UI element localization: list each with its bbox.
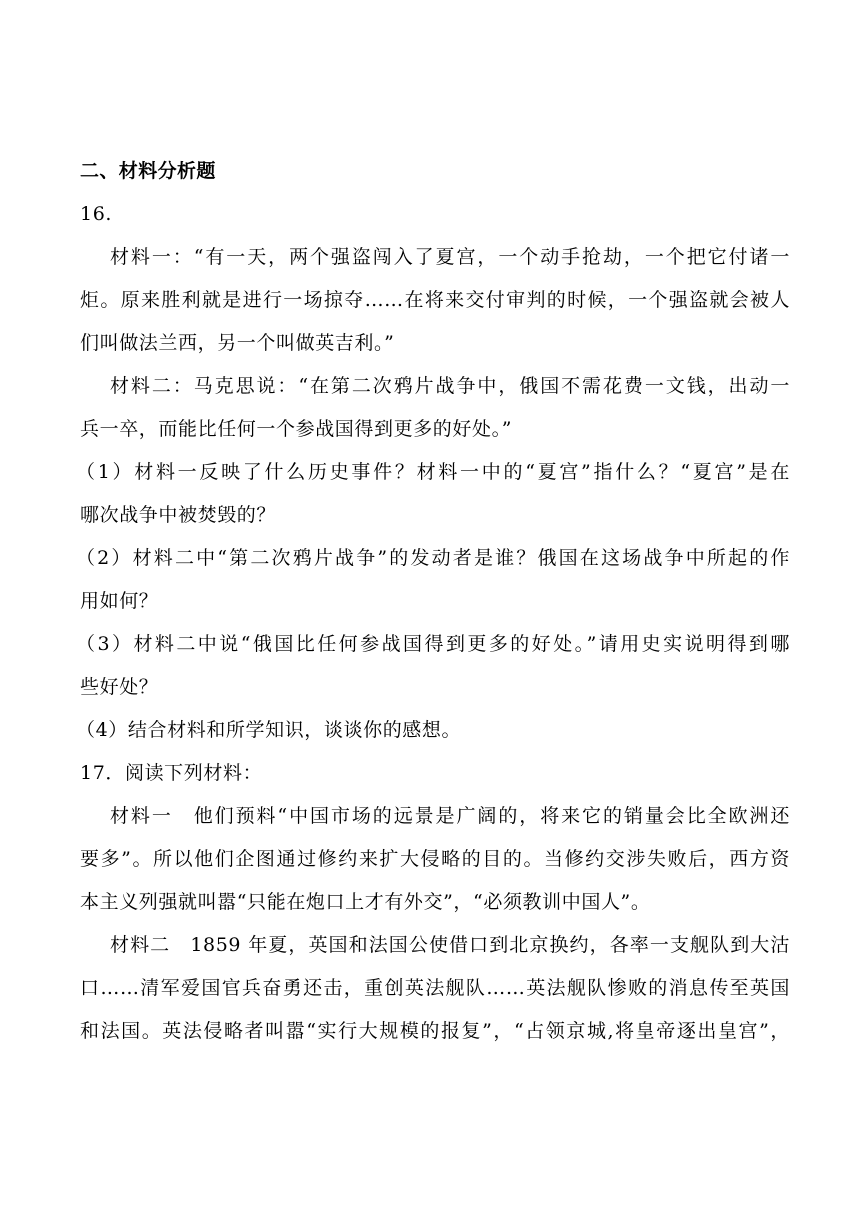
q17-material1-line1: 材料一 他们预料“中国市场的远景是广阔的，将来它的销量会比全欧洲还	[110, 805, 790, 827]
document-page	[76, 150, 790, 1053]
q17-material1-line2: 要多”。所以他们企图通过修约来扩大侵略的目的。当修约交涉失败后，西方资	[80, 848, 790, 870]
q16-question1-line1: （1）材料一反映了什么历史事件？材料一中的“夏宫”指什么？“夏宫”是在	[76, 461, 790, 483]
q16-question1-line2: 哪次战争中被焚毁的？	[80, 504, 277, 526]
question-17-number: 17．阅读下列材料：	[80, 762, 263, 784]
q16-material2-line2: 兵一卒，而能比任何一个参战国得到更多的好处。”	[80, 418, 513, 440]
q17-material2-line2: 口……清军爱国官兵奋勇还击，重创英法舰队……英法舰队惨败的消息传至英国	[80, 977, 790, 999]
q17-material1-line3: 本主义列强就叫嚣“只能在炮口上才有外交”，“必须教训中国人”。	[80, 891, 651, 913]
q16-question3-line2: 些好处？	[80, 676, 159, 698]
q16-question4-line1: （4）结合材料和所学知识，谈谈你的感想。	[76, 719, 462, 741]
q16-material1-line2: 炬。原来胜利就是进行一场掠夺……在将来交付审判的时候，一个强盗就会被人	[80, 289, 790, 311]
q16-question2-line1: （2）材料二中“第二次鸦片战争”的发动者是谁？俄国在这场战争中所起的作	[76, 547, 790, 569]
q17-material2-line1: 材料二 1859 年夏，英国和法国公使借口到北京换约，各率一支舰队到大沽	[110, 934, 790, 956]
q16-question3-line1: （3）材料二中说“俄国比任何参战国得到更多的好处。”请用史实说明得到哪	[76, 633, 790, 655]
question-16-number: 16.	[80, 203, 113, 225]
q16-material1-line3: 们叫做法兰西，另一个叫做英吉利。”	[80, 332, 395, 354]
section-heading: 二、材料分析题	[80, 160, 216, 182]
q17-material2-line3: 和法国。英法侵略者叫嚣“实行大规模的报复”，“占领京城,将皇帝逐出皇宫”，	[80, 1020, 790, 1042]
q16-material1-line1: 材料一：“有一天，两个强盗闯入了夏宫，一个动手抢劫，一个把它付诸一	[110, 246, 790, 268]
q16-question2-line2: 用如何？	[80, 590, 159, 612]
q16-material2-line1: 材料二：马克思说：“在第二次鸦片战争中，俄国不需花费一文钱，出动一	[110, 375, 790, 397]
